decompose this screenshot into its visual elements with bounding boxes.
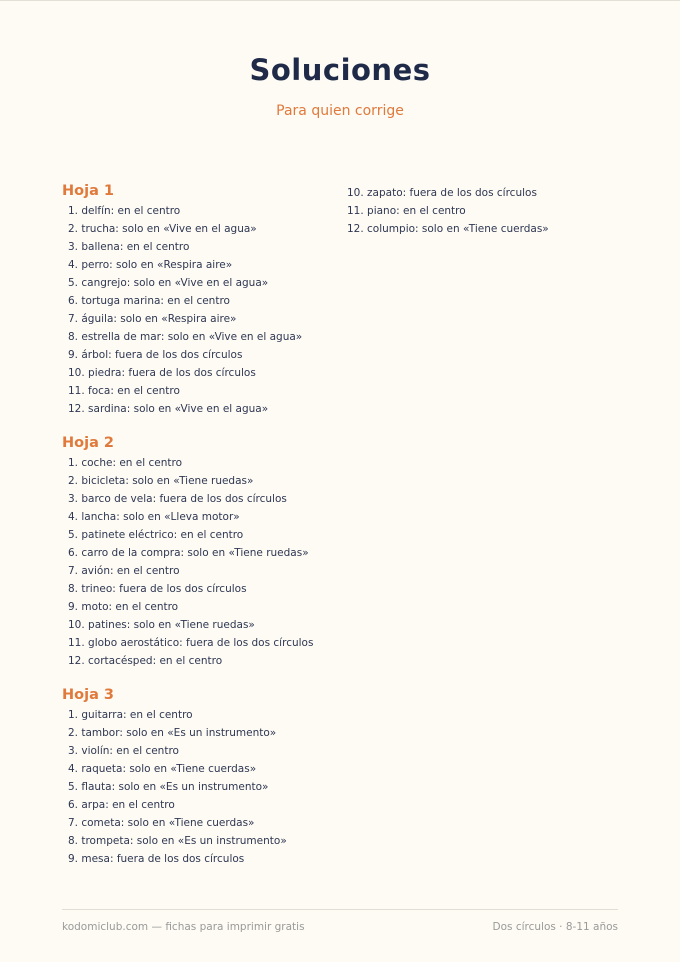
answer-item: 9. moto: en el centro bbox=[68, 601, 179, 613]
answer-item: 10. zapato: fuera de los dos círculos bbox=[347, 187, 537, 199]
section-title: Hoja 1 bbox=[62, 183, 114, 199]
section-title: Hoja 3 bbox=[62, 687, 114, 703]
answer-list bbox=[62, 706, 332, 868]
answer-list bbox=[62, 202, 332, 418]
answer-item: 12. sardina: solo en «Vive en el agua» bbox=[68, 403, 269, 415]
answer-list bbox=[62, 454, 332, 670]
answer-item: 11. globo aerostático: fuera de los dos círculos bbox=[68, 637, 314, 649]
answer-item: 4. perro: solo en «Respira aire» bbox=[68, 259, 233, 271]
answer-item: 2. trucha: solo en «Vive en el agua» bbox=[68, 223, 257, 235]
answer-item: 11. piano: en el centro bbox=[347, 205, 466, 217]
answer-item: 6. arpa: en el centro bbox=[68, 799, 175, 811]
section-hoja-3 bbox=[62, 685, 332, 868]
solutions-right-column bbox=[347, 184, 637, 238]
answer-item: 5. cangrejo: solo en «Vive en el agua» bbox=[68, 277, 269, 289]
footer-divider bbox=[62, 909, 618, 910]
answer-item: 6. carro de la compra: solo en «Tiene ruedas» bbox=[68, 547, 309, 559]
answer-item: 12. columpio: solo en «Tiene cuerdas» bbox=[347, 223, 549, 235]
footer-worksheet-info: Dos círculos · 8-11 años bbox=[492, 921, 618, 933]
answer-item: 3. violín: en el centro bbox=[68, 745, 179, 757]
answer-item: 8. trineo: fuera de los dos círculos bbox=[68, 583, 247, 595]
page-title: Soluciones bbox=[249, 53, 431, 87]
answer-item: 1. guitarra: en el centro bbox=[68, 709, 193, 721]
answer-item: 4. raqueta: solo en «Tiene cuerdas» bbox=[68, 763, 257, 775]
footer-site: kodomiclub.com — fichas para imprimir gratis bbox=[62, 921, 305, 933]
answer-item: 7. cometa: solo en «Tiene cuerdas» bbox=[68, 817, 255, 829]
answer-item: 6. tortuga marina: en el centro bbox=[68, 295, 230, 307]
answer-item: 8. trompeta: solo en «Es un instrumento» bbox=[68, 835, 287, 847]
answer-item: 1. coche: en el centro bbox=[68, 457, 182, 469]
section-hoja-1 bbox=[62, 181, 332, 418]
solutions-left-column bbox=[62, 181, 332, 883]
answer-item: 12. cortacésped: en el centro bbox=[68, 655, 223, 667]
answer-item: 5. flauta: solo en «Es un instrumento» bbox=[68, 781, 269, 793]
answer-item: 11. foca: en el centro bbox=[68, 385, 180, 397]
answer-item: 2. tambor: solo en «Es un instrumento» bbox=[68, 727, 277, 739]
section-hoja-2 bbox=[62, 433, 332, 670]
answer-item: 8. estrella de mar: solo en «Vive en el agua» bbox=[68, 331, 303, 343]
answer-item: 10. patines: solo en «Tiene ruedas» bbox=[68, 619, 255, 631]
answer-item: 10. piedra: fuera de los dos círculos bbox=[68, 367, 256, 379]
answer-item: 9. árbol: fuera de los dos círculos bbox=[68, 349, 243, 361]
answer-item: 2. bicicleta: solo en «Tiene ruedas» bbox=[68, 475, 254, 487]
answer-item: 9. mesa: fuera de los dos círculos bbox=[68, 853, 245, 865]
answer-item: 7. avión: en el centro bbox=[68, 565, 180, 577]
section-title: Hoja 2 bbox=[62, 435, 114, 451]
page-subtitle: Para quien corrige bbox=[276, 103, 404, 119]
answer-item: 4. lancha: solo en «Lleva motor» bbox=[68, 511, 240, 523]
answer-item: 1. delfín: en el centro bbox=[68, 205, 181, 217]
answer-item: 5. patinete eléctrico: en el centro bbox=[68, 529, 244, 541]
answer-item: 7. águila: solo en «Respira aire» bbox=[68, 313, 237, 325]
answer-item: 3. ballena: en el centro bbox=[68, 241, 190, 253]
answer-list-continued bbox=[347, 184, 637, 238]
answer-item: 3. barco de vela: fuera de los dos círculos bbox=[68, 493, 287, 505]
